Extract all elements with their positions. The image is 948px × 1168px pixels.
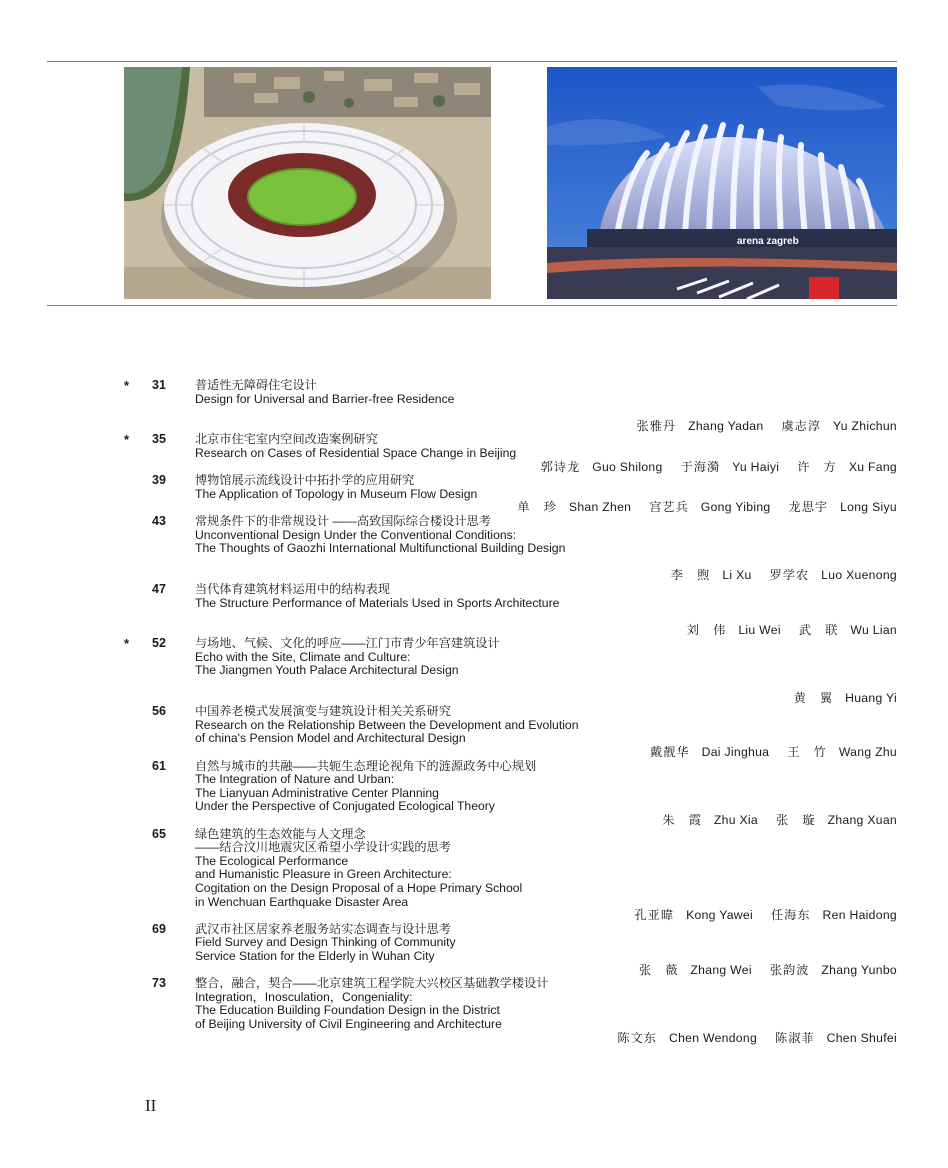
toc-title-english: The Lianyuan Administrative Center Planning [195, 785, 439, 800]
author-name-chinese: 陈淑菲 [775, 1030, 815, 1045]
author-name-english: Luo Xuenong [821, 568, 897, 583]
author-name-chinese: 张 薇 [638, 962, 679, 977]
author-name-english: Yu Zhichun [833, 418, 897, 433]
author-name-english: Long Siyu [840, 500, 897, 515]
toc-title-english: of Beijing University of Civil Engineering and Architecture [195, 1016, 502, 1031]
toc-title-chinese: 与场地、气候、文化的呼应——江门市青少年宫建筑设计 [195, 636, 500, 651]
toc-title-english: Research on the Relationship Between the Development and Evolution [195, 717, 579, 732]
toc-titles [195, 515, 948, 556]
toc-entry[interactable] [0, 705, 948, 759]
author-name-english: Chen Shufei [826, 1030, 897, 1045]
toc-title-chinese: 普适性无障碍住宅设计 [195, 378, 317, 392]
featured-star-mark: * [124, 432, 130, 448]
toc-title-english: Integration，Inosculation，Congeniality: [195, 989, 413, 1004]
author-name-chinese: 黄 翼 [793, 690, 834, 705]
author-name-chinese: 许 方 [797, 459, 837, 474]
toc-title-english: The Jiangmen Youth Palace Architectural Design [195, 663, 459, 678]
author-name-english: Ren Haidong [822, 908, 897, 923]
toc-entry[interactable] [0, 433, 948, 474]
toc-authors [0, 501, 948, 515]
toc-title-english: Echo with the Site, Climate and Culture: [195, 649, 411, 664]
toc-titles [195, 433, 948, 460]
author-name-chinese: 李 煦 [670, 568, 711, 583]
toc-page-number: 52 [152, 636, 166, 651]
toc-title-chinese: 中国养老模式发展演变与建筑设计相关关系研究 [195, 704, 451, 719]
toc-title-english: and Humanistic Pleasure in Green Architecture: [195, 867, 452, 882]
author-name-english: Guo Shilong [592, 459, 663, 474]
author-name-chinese: 于海漪 [680, 459, 721, 474]
top-rule [47, 61, 897, 62]
toc-page-number: 73 [152, 976, 166, 991]
author-name-english: Gong Yibing [700, 500, 771, 515]
stadium-aerial-photo [124, 67, 491, 299]
toc-title-english: Research on Cases of Residential Space Change in Beijing [195, 445, 517, 460]
author-name-chinese: 任海东 [770, 908, 811, 923]
toc-title-chinese: 自然与城市的共融——共轭生态理论视角下的涟源政务中心规划 [195, 758, 537, 773]
featured-star-mark: * [124, 636, 130, 652]
toc-title-chinese: 北京市住宅室内空间改造案例研究 [195, 432, 378, 447]
author-name-english: Huang Yi [845, 690, 897, 705]
toc-entry[interactable] [0, 515, 948, 583]
toc-title-english: Under the Perspective of Conjugated Ecological Theory [195, 799, 495, 814]
toc-title-english: The Thoughts of Gaozhi International Multifunctional Building Design [195, 541, 566, 556]
author-name-chinese: 虞志淳 [781, 418, 822, 433]
toc-entry[interactable] [0, 923, 948, 977]
toc-title-chinese: 武汉市社区居家养老服务站实态调查与设计思考 [195, 921, 451, 936]
author-name-english: Wang Zhu [838, 745, 897, 760]
author-name-chinese: 刘 伟 [686, 622, 727, 637]
toc-titles [195, 705, 948, 746]
toc-title-chinese: 当代体育建筑材料运用中的结构表现 [195, 581, 390, 596]
arena-illustration [547, 67, 897, 299]
author-name-chinese: 孔亚暐 [634, 908, 675, 923]
toc-page-number: 43 [152, 513, 166, 528]
author-name-chinese: 罗学农 [769, 568, 810, 583]
author-name-english: Xu Fang [848, 459, 897, 474]
featured-star-mark: * [124, 378, 130, 393]
toc-title-english: ——结合汶川地震灾区希望小学设计实践的思考 [195, 840, 451, 855]
toc-authors [0, 909, 948, 923]
toc-title-english: The Integration of Nature and Urban: [195, 772, 395, 787]
toc-entry[interactable] [0, 828, 948, 923]
author-name-english: Zhang Wei [690, 962, 752, 977]
author-name-english: Dai Jinghua [701, 745, 770, 760]
author-name-english: Zhang Yadan [688, 418, 764, 433]
toc-entry[interactable] [0, 977, 948, 1045]
toc-authors [0, 814, 948, 828]
page-number: II [145, 1096, 157, 1115]
toc-title-english: Field Survey and Design Thinking of Community [195, 935, 456, 950]
table-of-contents [0, 379, 948, 1045]
author-name-english: Zhang Xuan [827, 813, 897, 827]
toc-titles [195, 828, 948, 910]
author-name-english: Kong Yawei [686, 908, 753, 923]
toc-authors [0, 461, 948, 475]
toc-titles [195, 923, 948, 964]
toc-authors [0, 420, 948, 434]
toc-titles [195, 474, 948, 501]
toc-titles [195, 583, 948, 610]
author-name-chinese: 龙思宇 [788, 500, 829, 515]
bottom-rule [47, 305, 897, 306]
toc-page-number: 65 [152, 826, 166, 841]
author-name-chinese: 单 珍 [517, 500, 557, 515]
toc-entry[interactable] [0, 637, 948, 705]
arena-zagreb-photo [547, 67, 897, 299]
author-name-chinese: 戴靓华 [650, 745, 690, 760]
author-name-chinese: 张韵波 [769, 962, 810, 977]
author-name-english: Wu Lian [850, 622, 897, 637]
toc-page-number: 39 [152, 473, 166, 488]
author-name-english: Chen Wendong [668, 1030, 758, 1045]
toc-title-english: Service Station for the Elderly in Wuhan City [195, 948, 435, 963]
author-name-english: Yu Haiyi [732, 459, 780, 474]
toc-title-chinese: 常规条件下的非常规设计 ——高致国际综合楼设计思考 [195, 513, 491, 528]
toc-entry[interactable] [0, 760, 948, 828]
author-name-english: Shan Zhen [568, 500, 632, 515]
toc-titles [195, 760, 948, 814]
toc-title-english: in Wenchuan Earthquake Disaster Area [195, 894, 409, 909]
author-name-english: Zhu Xia [713, 813, 759, 827]
arena-sign-text: arena zagreb [737, 236, 799, 247]
toc-page-number: 47 [152, 581, 166, 596]
toc-title-chinese: 博物馆展示流线设计中拓扑学的应用研究 [195, 473, 415, 488]
toc-title-english: Design for Universal and Barrier-free Residence [195, 391, 455, 406]
toc-title-english: Unconventional Design Under the Conventional Conditions: [195, 527, 517, 542]
author-name-chinese: 王 竹 [787, 745, 827, 760]
author-name-english: Li Xu [722, 568, 752, 583]
toc-page-number: 31 [152, 378, 166, 392]
author-name-chinese: 武 联 [798, 622, 839, 637]
author-name-chinese: 陈文东 [617, 1030, 657, 1045]
toc-title-english: The Application of Topology in Museum Flow Design [195, 486, 478, 501]
toc-page-number: 35 [152, 432, 166, 447]
toc-entry[interactable] [0, 583, 948, 637]
toc-entry[interactable] [0, 379, 948, 433]
author-name-chinese: 宫艺兵 [649, 500, 689, 515]
toc-authors [0, 692, 948, 706]
toc-entry[interactable] [0, 474, 948, 515]
toc-title-english: The Education Building Foundation Design in the District [195, 1003, 500, 1018]
toc-title-english: of china's Pension Model and Architectural Design [195, 731, 466, 746]
author-name-chinese: 张雅丹 [636, 418, 677, 433]
toc-title-english: Cogitation on the Design Proposal of a Hope Primary School [195, 880, 523, 895]
toc-titles [195, 977, 948, 1031]
toc-page-number: 56 [152, 704, 166, 719]
toc-titles [195, 379, 948, 406]
toc-authors [0, 569, 948, 583]
toc-title-chinese: 整合，融合，契合——北京建筑工程学院大兴校区基础教学楼设计 [195, 976, 549, 991]
toc-authors [0, 1032, 948, 1046]
toc-title-chinese: 绿色建筑的生态效能与人文理念 [195, 826, 366, 841]
author-name-chinese: 郭诗龙 [540, 459, 581, 474]
toc-title-english: The Ecological Performance [195, 853, 349, 868]
author-name-english: Zhang Yunbo [821, 962, 897, 977]
toc-page-number: 69 [152, 921, 166, 936]
toc-page-number: 61 [152, 758, 166, 773]
stadium-aerial-illustration [124, 67, 491, 299]
author-name-chinese: 朱 霞 [662, 813, 702, 827]
author-name-english: Liu Wei [738, 622, 781, 637]
toc-titles [195, 637, 948, 678]
toc-title-english: The Structure Performance of Materials Used in Sports Architecture [195, 595, 560, 610]
author-name-chinese: 张 璇 [776, 813, 816, 827]
toc-authors [0, 746, 948, 760]
